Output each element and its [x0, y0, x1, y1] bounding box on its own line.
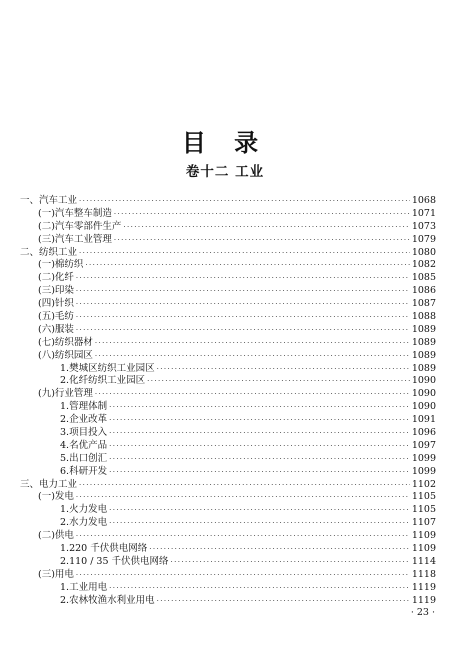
toc-entry — [20, 324, 436, 337]
dot-leader — [95, 337, 410, 350]
toc-entry-page: 1089 — [411, 323, 436, 335]
toc-entry-page: 1090 — [411, 375, 436, 387]
toc-entry-page: 1080 — [411, 246, 436, 258]
toc-entry-page: 1085 — [411, 272, 436, 284]
toc-entry — [20, 337, 436, 350]
dot-leader — [109, 440, 410, 453]
dot-leader — [76, 285, 410, 298]
page-title: 目 录 — [181, 128, 269, 157]
toc-entry-label: (二)供电 — [38, 530, 74, 542]
toc-entry-page: 1102 — [411, 478, 436, 490]
toc-entry-label: 2.化纤纺织工业园区 — [60, 375, 146, 387]
toc-entry-label: (五)毛纺 — [38, 311, 74, 323]
toc-entry-page: 1118 — [411, 568, 436, 580]
toc-entry-label: 1.火力发电 — [60, 504, 108, 516]
toc-entry — [20, 272, 436, 285]
toc-entry-label: (四)针织 — [38, 298, 74, 310]
toc-entry-page: 1079 — [411, 233, 436, 245]
toc-entry-page: 1099 — [411, 452, 436, 464]
dot-leader — [85, 259, 409, 272]
dot-leader — [76, 311, 410, 324]
toc-entry — [20, 388, 436, 401]
toc-entry — [20, 285, 436, 298]
toc-entry-page: 1086 — [411, 285, 436, 297]
toc-entry-page: 1073 — [411, 220, 436, 232]
toc-entry-label: 2.企业改革 — [60, 414, 108, 426]
toc-entry-label: (七)纺织器材 — [38, 336, 93, 348]
dot-leader — [76, 272, 410, 285]
toc-entry-label: 三、电力工业 — [20, 478, 78, 490]
toc-entry-label: 2.水力发电 — [60, 517, 108, 529]
page-number: · 23 · — [410, 607, 435, 618]
toc-entry-page: 1099 — [411, 465, 436, 477]
dot-leader — [109, 453, 410, 466]
toc-entry-page: 1089 — [411, 349, 436, 361]
toc-entry-label: 二、纺织工业 — [20, 246, 78, 258]
dot-leader — [109, 504, 410, 517]
toc-entry-label: 2.110 / 35 千伏供电网络 — [60, 555, 169, 567]
dot-leader — [109, 466, 410, 479]
dot-leader — [76, 298, 410, 311]
toc-entry-label: (一)棉纺织 — [38, 259, 84, 271]
toc-entry-page: 1119 — [411, 581, 436, 593]
toc-entry-label: (九)行业管理 — [38, 388, 93, 400]
toc-entry-page: 1082 — [411, 259, 436, 271]
dot-leader — [76, 530, 410, 543]
toc-entry-label: 5.出口创汇 — [60, 452, 108, 464]
dot-leader — [109, 401, 410, 414]
toc-entry — [20, 530, 436, 543]
dot-leader — [95, 388, 410, 401]
toc-entry — [20, 234, 436, 247]
toc-entry-label: 6.科研开发 — [60, 465, 108, 477]
toc-entry-label: (八)纺织园区 — [38, 349, 93, 361]
dot-leader — [109, 427, 410, 440]
toc-entry-page: 1119 — [411, 594, 436, 606]
toc-entry-page: 1089 — [411, 336, 436, 348]
toc-entry-page: 1088 — [411, 311, 436, 323]
toc-entry — [20, 504, 436, 517]
toc-entry — [20, 311, 436, 324]
toc-entry — [20, 375, 436, 388]
toc-entry-page: 1105 — [411, 491, 436, 503]
toc-entry-page: 1089 — [411, 362, 436, 374]
toc-entry — [20, 517, 436, 530]
toc-entry — [20, 350, 436, 363]
toc-entry — [20, 259, 436, 272]
dot-leader — [114, 234, 410, 247]
toc-entry — [20, 195, 436, 208]
toc-entry-page: 1090 — [411, 401, 436, 413]
toc-entry-page: 1087 — [411, 298, 436, 310]
toc-entry-page: 1091 — [411, 414, 436, 426]
dot-leader — [109, 517, 410, 530]
toc-entry-label: (二)汽车零部件生产 — [38, 220, 122, 232]
dot-leader — [114, 208, 410, 221]
toc-entry-label: (三)汽车工业管理 — [38, 233, 112, 245]
dot-leader — [76, 491, 410, 504]
table-of-contents — [20, 195, 436, 608]
toc-entry — [20, 466, 436, 479]
toc-entry-label: 1.工业用电 — [60, 581, 108, 593]
toc-entry — [20, 363, 436, 376]
dot-leader — [171, 556, 410, 569]
toc-entry — [20, 221, 436, 234]
toc-entry — [20, 491, 436, 504]
dot-leader — [79, 479, 410, 492]
toc-entry-label: 1.220 千伏供电网络 — [60, 543, 148, 555]
toc-entry — [20, 556, 436, 569]
toc-entry-label: 1.樊城区纺织工业园区 — [60, 362, 155, 374]
toc-entry-page: 1105 — [411, 504, 436, 516]
toc-entry-label: 4.名优产品 — [60, 439, 108, 451]
dot-leader — [157, 595, 410, 608]
toc-entry — [20, 595, 436, 608]
dot-leader — [79, 247, 410, 260]
toc-entry — [20, 569, 436, 582]
toc-entry — [20, 401, 436, 414]
dot-leader — [76, 569, 410, 582]
toc-entry-page: 1068 — [411, 195, 436, 206]
toc-entry-label: (二)化纤 — [38, 272, 74, 284]
dot-leader — [149, 543, 410, 556]
toc-entry — [20, 298, 436, 311]
dot-leader — [157, 363, 410, 376]
dot-leader — [95, 350, 410, 363]
dot-leader — [76, 324, 410, 337]
toc-entry-page: 1097 — [411, 439, 436, 451]
toc-entry-label: 2.农林牧渔水利业用电 — [60, 594, 155, 606]
dot-leader — [123, 221, 409, 234]
toc-entry — [20, 582, 436, 595]
toc-entry — [20, 440, 436, 453]
toc-entry-page: 1109 — [411, 543, 436, 555]
dot-leader — [147, 375, 410, 388]
dot-leader — [79, 195, 410, 208]
toc-entry-page: 1109 — [411, 530, 436, 542]
toc-entry-label: 1.管理体制 — [60, 401, 108, 413]
toc-entry — [20, 427, 436, 440]
toc-entry — [20, 543, 436, 556]
toc-entry-page: 1107 — [411, 517, 436, 529]
toc-entry — [20, 479, 436, 492]
toc-entry-label: (一)发电 — [38, 491, 74, 503]
dot-leader — [109, 414, 410, 427]
toc-entry-label: 一、汽车工业 — [20, 195, 78, 206]
toc-entry-label: 3.项目投入 — [60, 427, 108, 439]
toc-entry-page: 1071 — [411, 207, 436, 219]
volume-title: 卷十二 工业 — [185, 164, 265, 180]
toc-entry-page: 1090 — [411, 388, 436, 400]
toc-entry-label: (一)汽车整车制造 — [38, 207, 112, 219]
toc-entry-label: (三)印染 — [38, 285, 74, 297]
toc-entry-page: 1114 — [411, 555, 436, 567]
toc-entry-label: (三)用电 — [38, 568, 74, 580]
toc-entry — [20, 414, 436, 427]
toc-entry — [20, 247, 436, 260]
toc-entry — [20, 208, 436, 221]
toc-entry-page: 1096 — [411, 427, 436, 439]
toc-entry — [20, 453, 436, 466]
dot-leader — [109, 582, 410, 595]
toc-entry-label: (六)服装 — [38, 323, 74, 335]
